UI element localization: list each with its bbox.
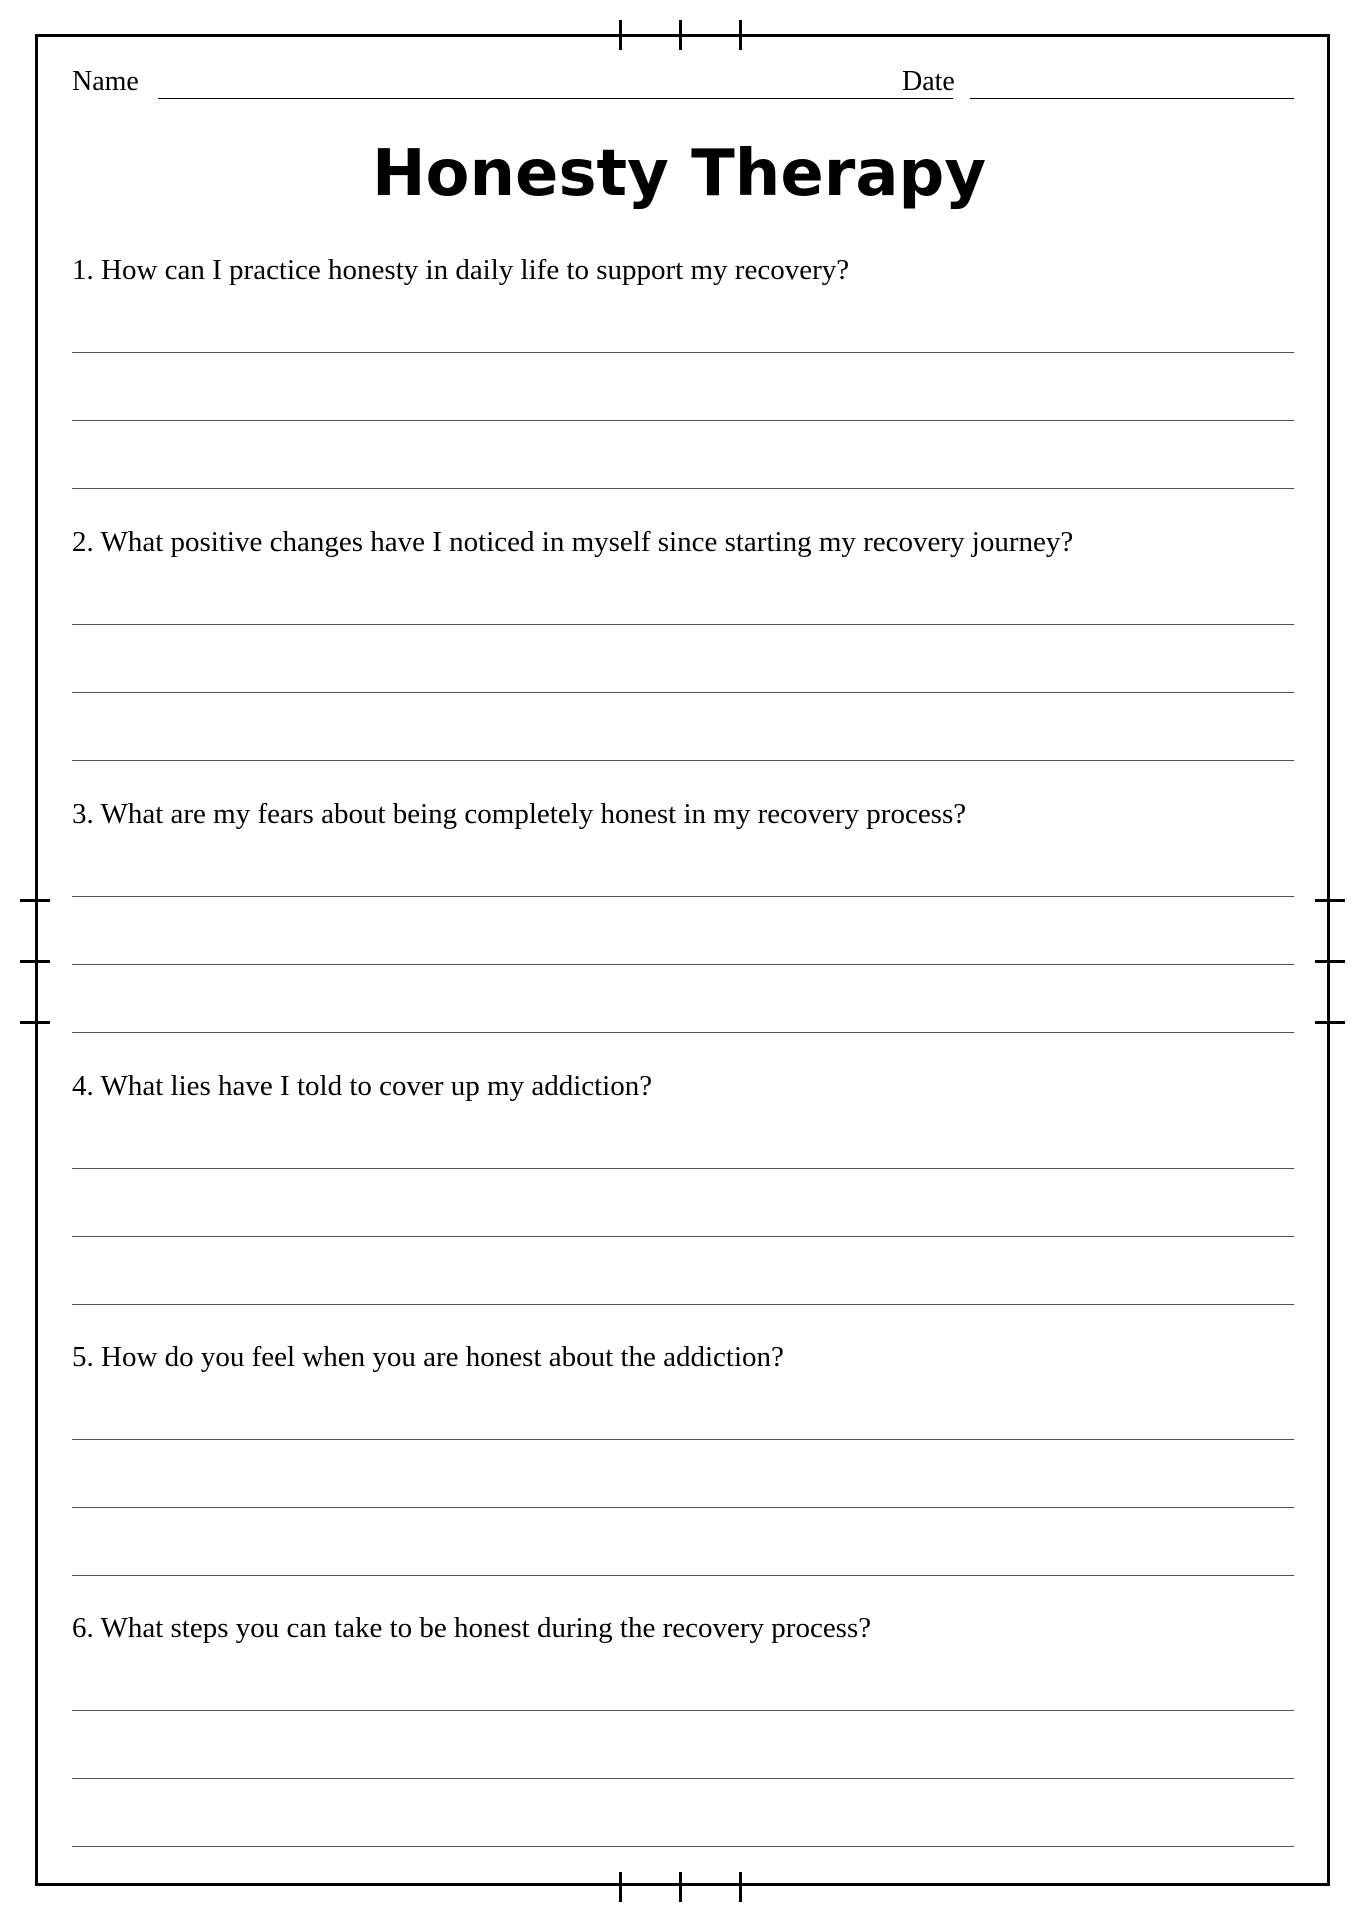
registration-mark — [20, 960, 50, 963]
registration-mark — [1315, 899, 1345, 902]
name-field[interactable] — [158, 98, 953, 99]
answer-line[interactable] — [72, 1575, 1294, 1576]
answer-line[interactable] — [72, 1032, 1294, 1033]
date-field[interactable] — [970, 98, 1294, 99]
answer-line[interactable] — [72, 352, 1294, 353]
registration-mark — [619, 1872, 622, 1902]
date-label: Date — [902, 66, 955, 97]
answer-line[interactable] — [72, 1507, 1294, 1508]
question-text: 4. What lies have I told to cover up my addiction? — [72, 1070, 653, 1102]
answer-line[interactable] — [72, 1778, 1294, 1779]
registration-mark — [739, 1872, 742, 1902]
answer-line[interactable] — [72, 896, 1294, 897]
name-label: Name — [72, 66, 139, 97]
answer-line[interactable] — [72, 1236, 1294, 1237]
registration-mark — [20, 899, 50, 902]
question-text: 2. What positive changes have I noticed in myself since starting my recovery journey? — [72, 526, 1074, 558]
answer-line[interactable] — [72, 420, 1294, 421]
header-row — [72, 62, 1294, 102]
page-title: Honesty Therapy — [371, 137, 987, 211]
question-text: 6. What steps you can take to be honest during the recovery process? — [72, 1612, 872, 1644]
question-text: 1. How can I practice honesty in daily life to support my recovery? — [72, 254, 850, 286]
registration-mark — [679, 1872, 682, 1902]
answer-line[interactable] — [72, 1710, 1294, 1711]
answer-line[interactable] — [72, 760, 1294, 761]
answer-line[interactable] — [72, 964, 1294, 965]
answer-line[interactable] — [72, 692, 1294, 693]
answer-line[interactable] — [72, 1846, 1294, 1847]
answer-line[interactable] — [72, 624, 1294, 625]
registration-mark — [739, 20, 742, 50]
registration-mark — [20, 1021, 50, 1024]
answer-line[interactable] — [72, 1439, 1294, 1440]
registration-mark — [1315, 1021, 1345, 1024]
registration-mark — [1315, 960, 1345, 963]
question-text: 5. How do you feel when you are honest about the addiction? — [72, 1341, 784, 1373]
answer-line[interactable] — [72, 1168, 1294, 1169]
answer-line[interactable] — [72, 1304, 1294, 1305]
registration-mark — [619, 20, 622, 50]
answer-line[interactable] — [72, 488, 1294, 489]
question-text: 3. What are my fears about being completely honest in my recovery process? — [72, 798, 967, 830]
registration-mark — [679, 20, 682, 50]
